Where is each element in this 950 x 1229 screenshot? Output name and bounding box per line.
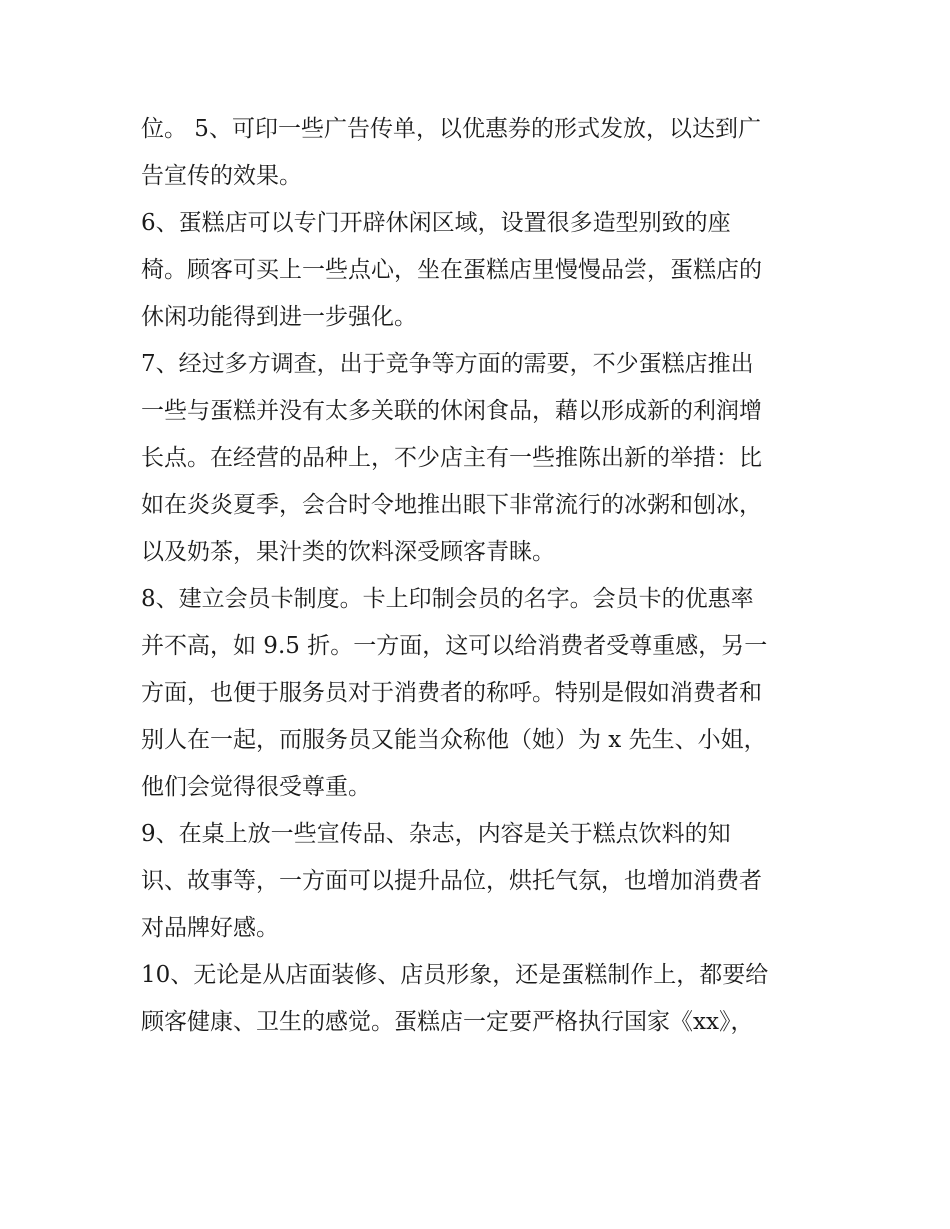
text-line: 并不高，如 9.5 折。一方面，这可以给消费者受尊重感，另一 [141,633,768,659]
text-line: 以及奶茶，果汁类的饮料深受顾客青睐。 [141,539,555,565]
text-line: 10、无论是从店面装修、店员形象，还是蛋糕制作上，都要给 [141,962,769,988]
text-line: 如在炎炎夏季，会合时令地推出眼下非常流行的冰粥和刨冰， [141,492,762,518]
text-line: 顾客健康、卫生的感觉。蛋糕店一定要严格执行国家《xx》， [141,1009,754,1035]
text-line: 告宣传的效果。 [141,163,302,189]
text-line: 识、故事等，一方面可以提升品位，烘托气氛，也增加消费者 [141,868,762,894]
text-line: 休闲功能得到进一步强化。 [141,304,417,330]
text-line: 7、经过多方调查，出于竞争等方面的需要，不少蛋糕店推出 [141,351,754,377]
text-line: 对品牌好感。 [141,915,279,941]
text-line: 他们会觉得很受尊重。 [141,774,371,800]
text-line: 9、在桌上放一些宣传品、杂志，内容是关于糕点饮料的知 [141,821,731,847]
text-line: 一些与蛋糕并没有太多关联的休闲食品，藉以形成新的利润增 [141,398,762,424]
text-line: 别人在一起，而服务员又能当众称他（她）为 x 先生、小姐， [141,727,767,753]
text-line: 长点。在经营的品种上，不少店主有一些推陈出新的举措：比 [141,445,762,471]
text-line: 椅。顾客可买上一些点心，坐在蛋糕店里慢慢品尝，蛋糕店的 [141,257,762,283]
text-line: 6、蛋糕店可以专门开辟休闲区域，设置很多造型别致的座 [141,210,731,236]
text-line: 8、建立会员卡制度。卡上印制会员的名字。会员卡的优惠率 [141,586,754,612]
body-text [141,106,821,1046]
text-line: 位。 5、可印一些广告传单，以优惠券的形式发放，以达到广 [141,116,761,142]
text-line: 方面，也便于服务员对于消费者的称呼。特别是假如消费者和 [141,680,762,706]
